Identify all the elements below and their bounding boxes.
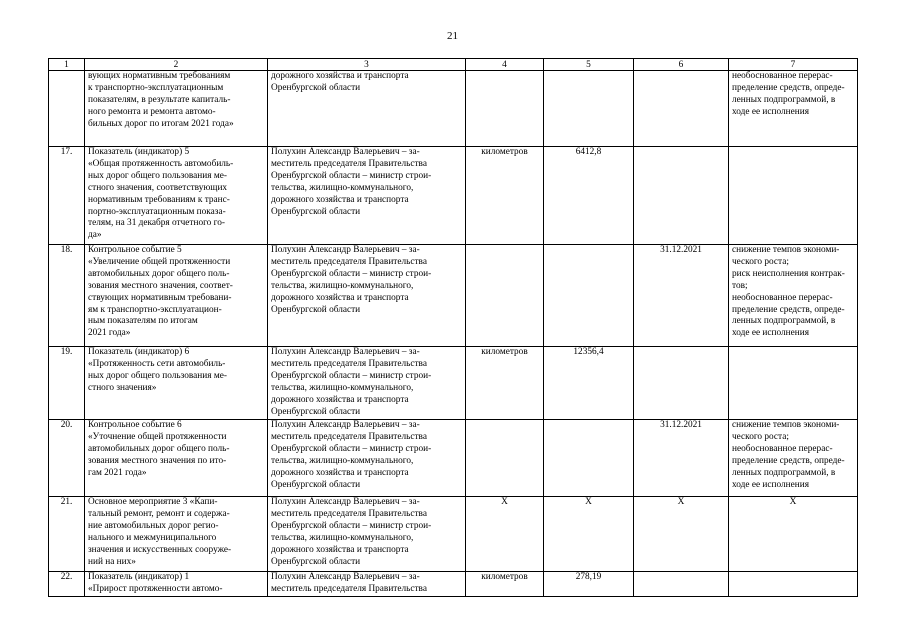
table-header-row [49,59,858,71]
risks-cell [729,572,858,597]
header-cell: 5 [544,59,634,71]
plan-table [48,58,858,597]
header-cell: 1 [49,59,85,71]
date-cell [634,572,729,597]
row-number: 17. [49,147,85,245]
table-row [49,147,858,245]
responsible-person: Полухин Александр Валерьевич – за- меститель председателя Правительства Оренбургской области – министр строи- тельства, жилищно-коммунального, дорожного хозяйства и транспорта Оренбургской области [268,147,466,245]
value-cell [544,245,634,347]
measure-name: Показатель (индикатор) 1 «Прирост протяженности автомо- [85,572,268,597]
value-cell [544,420,634,497]
measure-name: Показатель (индикатор) 6 «Протяженность сети автомобиль- ных дорог общего пользования ме- стного значения» [85,347,268,420]
unit-cell [466,71,544,147]
unit-cell [466,245,544,347]
risks-cell [729,147,858,245]
measure-name: Основное мероприятие 3 «Капи- тальный ремонт, ремонт и содержа- ние автомобильных дорог регио- нального и межмуниципального значения и искусственных сооруже- ний на них» [85,497,268,572]
row-number: 19. [49,347,85,420]
value-cell: Х [544,497,634,572]
responsible-person: Полухин Александр Валерьевич – за- меститель председателя Правительства Оренбургской области – министр строи- тельства, жилищно-коммунального, дорожного хозяйства и транспорта Оренбургской области [268,347,466,420]
table-row [49,572,858,597]
responsible-person: Полухин Александр Валерьевич – за- меститель председателя Правительства Оренбургской области – министр строи- тельства, жилищно-коммунального, дорожного хозяйства и транспорта Оренбургской области [268,245,466,347]
value-cell [544,71,634,147]
unit-cell: километров [466,147,544,245]
risks-cell [729,347,858,420]
responsible-person: Полухин Александр Валерьевич – за- меститель председателя Правительства Оренбургской области – министр строи- тельства, жилищно-коммунального, дорожного хозяйства и транспорта Оренбургской области [268,497,466,572]
page-number: 21 [447,30,458,42]
date-cell: 31.12.2021 [634,420,729,497]
header-cell: 6 [634,59,729,71]
risks-cell: снижение темпов экономи- ческого роста; необоснованное перерас- пределение средств, опреде- ленных подпрограммой, в ходе ее исполнения [729,420,858,497]
unit-cell: километров [466,347,544,420]
row-number: 21. [49,497,85,572]
table-row [49,245,858,347]
measure-name: вующих нормативным требованиям к транспортно-эксплуатационным показателям, в результате капиталь- ного ремонта и ремонта автомо- бильных дорог по итогам 2021 года» [85,71,268,147]
unit-cell: километров [466,572,544,597]
date-cell: 31.12.2021 [634,245,729,347]
table-row [49,71,858,147]
risks-cell: снижение темпов экономи- ческого роста; риск неисполнения контрак- тов; необоснованное перерас- пределение средств, опреде- ленных подпрограммой, в ходе ее исполнения [729,245,858,347]
date-cell [634,71,729,147]
row-number [49,71,85,147]
header-cell: 7 [729,59,858,71]
value-cell: 6412,8 [544,147,634,245]
date-cell [634,147,729,245]
responsible-person: Полухин Александр Валерьевич – за- меститель председателя Правительства [268,572,466,597]
responsible-person: Полухин Александр Валерьевич – за- меститель председателя Правительства Оренбургской области – министр строи- тельства, жилищно-коммунального, дорожного хозяйства и транспорта Оренбургской области [268,420,466,497]
date-cell [634,347,729,420]
table-row [49,347,858,420]
header-cell: 2 [85,59,268,71]
row-number: 22. [49,572,85,597]
header-cell: 3 [268,59,466,71]
risks-cell: необоснованное перерас- пределение средств, опреде- ленных подпрограммой, в ходе ее исполнения [729,71,858,147]
measure-name: Показатель (индикатор) 5 «Общая протяженность автомобиль- ных дорог общего пользования ме- стного значения, соответствующих нормативным требованиям к транс- портно-эксплуатационным показа- телям, на 31 декабря отчетного го- да» [85,147,268,245]
date-cell: Х [634,497,729,572]
unit-cell [466,420,544,497]
table-row [49,497,858,572]
value-cell: 12356,4 [544,347,634,420]
responsible-person: дорожного хозяйства и транспорта Оренбургской области [268,71,466,147]
value-cell: 278,19 [544,572,634,597]
table-row [49,420,858,497]
row-number: 20. [49,420,85,497]
row-number: 18. [49,245,85,347]
risks-cell: Х [729,497,858,572]
measure-name: Контрольное событие 5 «Увеличение общей протяженности автомобильных дорог общего поль- зования местного значения, соответ- ствующих нормативным требовани- ям к транспортно-эксплуатацион- ным показателям по итогам 2021 года» [85,245,268,347]
measure-name: Контрольное событие 6 «Уточнение общей протяженности автомобильных дорог общего поль- зования местного значения по ито- гам 2021 года» [85,420,268,497]
header-cell: 4 [466,59,544,71]
unit-cell: Х [466,497,544,572]
